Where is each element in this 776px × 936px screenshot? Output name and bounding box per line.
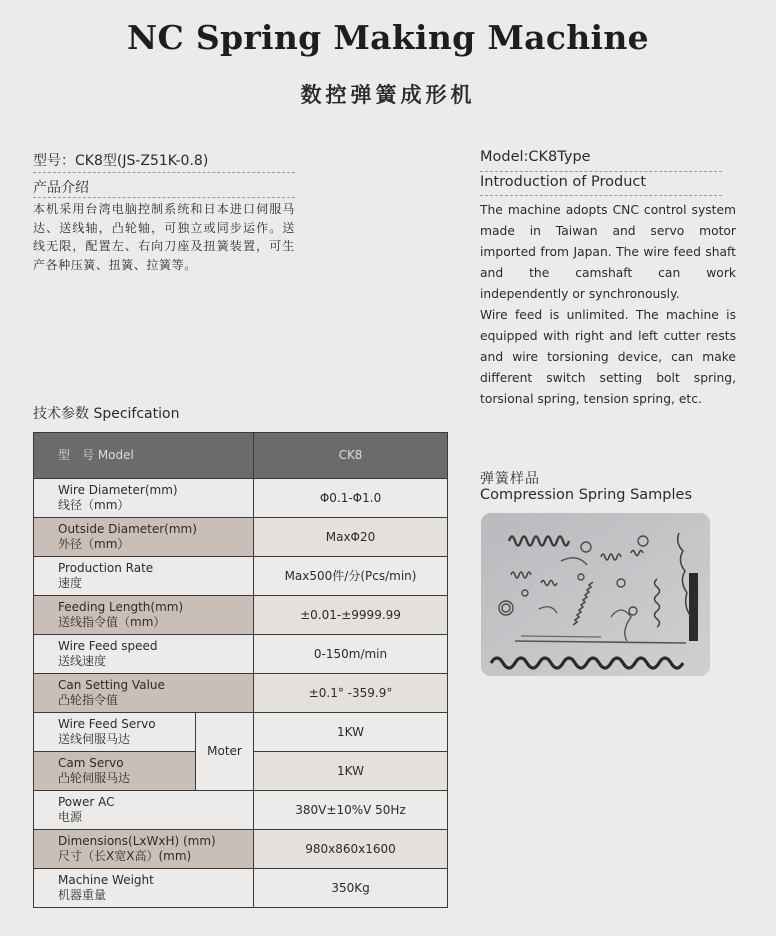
row-value: Φ0.1-Φ1.0 (254, 479, 448, 518)
section-title-cn: 产品介绍 (33, 180, 89, 196)
row-label-cn: 凸轮指令值 (58, 693, 119, 707)
row-value: 0-150m/min (254, 635, 448, 674)
description-cn: 本机采用台湾电脑控制系统和日本进口伺服马达、送线轴，凸轮轴，可独立或同步运作。送线无限，配置左、右向刀座及扭簧装置，可生产各种压簧、扭簧、拉簧等。 (33, 202, 295, 272)
row-label-en: Dimensions(LxWxH) (mm) (58, 834, 216, 848)
row-value: 380V±10%V 50Hz (254, 791, 448, 830)
samples-title-cn: 弹簧样品 (480, 471, 540, 487)
description-paragraph: The machine adopts CNC control system made in Taiwan and servo motor imported from Japan. The wire feed shaft and the camshaft can work independently or synchronously. (480, 203, 736, 301)
page-subtitle-cn: 数控弹簧成形机 (300, 83, 476, 107)
row-label-en: Can Setting Value (58, 678, 165, 692)
row-label (34, 479, 254, 518)
row-value: MaxΦ20 (254, 518, 448, 557)
row-label-en: Production Rate (58, 561, 154, 575)
row-label (34, 830, 254, 869)
row-label-cn: 送线速度 (58, 654, 107, 668)
row-label (34, 518, 254, 557)
table-row (34, 518, 448, 557)
table-row (34, 635, 448, 674)
row-label-cn: 机器重量 (58, 888, 107, 902)
table-row (34, 830, 448, 869)
table-row (34, 713, 448, 752)
spec-heading: 技术参数 Specifcation (33, 406, 180, 422)
section-title-en: Introduction of Product (480, 174, 647, 190)
table-row (34, 557, 448, 596)
row-label-en: Power AC (58, 795, 115, 809)
row-value: 980x860x1600 (254, 830, 448, 869)
spring-samples-photo (481, 513, 710, 676)
description-en (480, 200, 736, 410)
row-label-en: Machine Weight (58, 873, 154, 887)
row-label (34, 557, 254, 596)
spring-samples-illustration (481, 513, 710, 676)
row-label-cn: 送线指令值（mm） (58, 615, 166, 629)
row-value: 1KW (254, 752, 448, 791)
table-row (34, 674, 448, 713)
row-label-cn: 速度 (58, 576, 83, 590)
row-label-en: Feeding Length(mm) (58, 600, 184, 614)
row-label (34, 635, 254, 674)
row-label-cn: 凸轮伺服马达 (58, 771, 131, 785)
row-label (34, 713, 196, 752)
row-label-en: Outside Diameter(mm) (58, 522, 197, 536)
row-value: 1KW (254, 713, 448, 752)
page-title: NC Spring Making Machine (127, 18, 649, 57)
row-label-cn: 尺寸（长X宽X高）(mm) (58, 849, 192, 863)
row-value: 350Kg (254, 869, 448, 908)
divider (480, 171, 722, 172)
table-row (34, 869, 448, 908)
row-label-en: Cam Servo (58, 756, 124, 770)
header-model-label: 型 号 Model (34, 433, 254, 479)
row-label-en: Wire Feed Servo (58, 717, 156, 731)
row-value: ±0.1° -359.9° (254, 674, 448, 713)
samples-title-en: Compression Spring Samples (480, 487, 693, 503)
row-value: Max500件/分(Pcs/min) (254, 557, 448, 596)
description-paragraph: Wire feed is unlimited. The machine is equipped with right and left cutter rests and wire torsioning device, can make different switch setting bolt spring, torsional spring, tension spring, etc. (480, 308, 736, 406)
table-header-row (34, 433, 448, 479)
row-label (34, 752, 196, 791)
row-label-cn: 电源 (58, 810, 83, 824)
divider (33, 197, 295, 198)
moter-cell: Moter (196, 713, 254, 791)
divider (480, 195, 722, 196)
row-label-cn: 线径（mm） (58, 498, 130, 512)
row-value: ±0.01-±9999.99 (254, 596, 448, 635)
model-label-cn: 型号：CK8型(JS-Z51K-0.8) (33, 153, 209, 169)
model-label-en: Model:CK8Type (480, 149, 591, 165)
table-row (34, 596, 448, 635)
header-model-value: CK8 (254, 433, 448, 479)
row-label (34, 674, 254, 713)
row-label-en: Wire Feed speed (58, 639, 158, 653)
row-label (34, 869, 254, 908)
spec-table (33, 432, 448, 908)
row-label-cn: 外径（mm） (58, 537, 130, 551)
row-label-en: Wire Diameter(mm) (58, 483, 178, 497)
row-label (34, 596, 254, 635)
row-label-cn: 送线伺服马达 (58, 732, 131, 746)
table-row (34, 479, 448, 518)
divider (33, 172, 295, 173)
table-row (34, 791, 448, 830)
row-label (34, 791, 254, 830)
